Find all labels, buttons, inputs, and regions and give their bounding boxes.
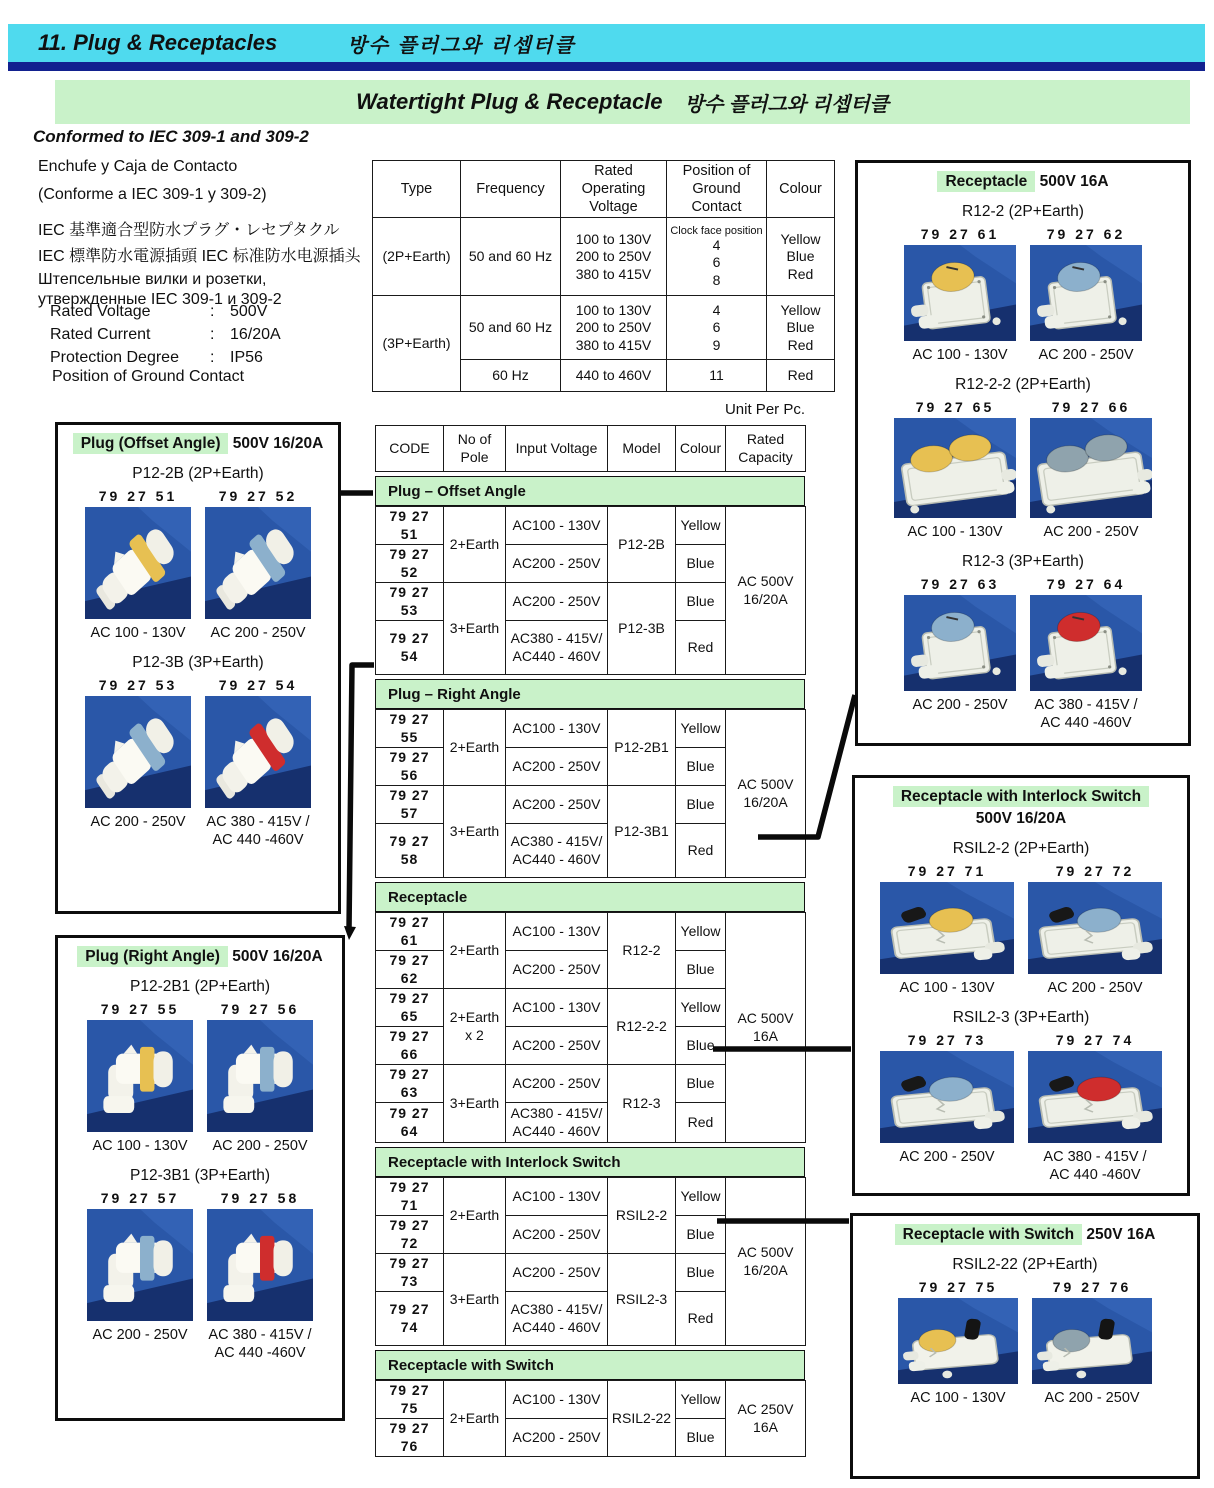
voltage-cell: AC200 - 250V [506, 1216, 608, 1254]
model-heading: RSIL2-3 (3P+Earth) [952, 1009, 1090, 1027]
code-cell: 79 27 58 [376, 824, 444, 878]
code-cell: 79 27 73 [376, 1254, 444, 1292]
connector-right-angle [349, 665, 374, 930]
switchbox-photo [1032, 1298, 1152, 1384]
spec-cell: 60 Hz [461, 360, 561, 392]
voltage-cell: AC200 - 250V [506, 583, 608, 621]
box-title: Plug (Offset Angle) 500V 16/20A [73, 435, 324, 453]
spec-cell: (2P+Earth) [373, 218, 461, 296]
spec-label: Protection Degree [50, 349, 179, 366]
recep-photo [904, 595, 1016, 691]
column-header: Rated Operating Voltage [561, 161, 667, 218]
product-code: 79 27 75 [918, 1279, 998, 1295]
product-code: 79 27 57 [100, 1190, 180, 1207]
voltage-cell: AC200 - 250V [506, 1419, 608, 1457]
model-heading: RSIL2-22 (2P+Earth) [952, 1256, 1098, 1273]
column-header: Rated Capacity [726, 426, 806, 472]
product-caption: AC 380 - 415V / AC 440 -460V [208, 1327, 312, 1362]
product-photo [1028, 882, 1162, 974]
spec-cell: Yellow Blue Red [767, 296, 835, 360]
product-item [1028, 863, 1162, 997]
code-cell: 79 27 62 [376, 951, 444, 989]
product-item [904, 226, 1016, 364]
model-heading: P12-3B (3P+Earth) [132, 654, 264, 672]
intro-line: IEC 基準適合型防水プラグ・レセプタクル [38, 222, 340, 239]
colour-cell: Blue [676, 748, 726, 786]
code-cell: 79 27 56 [376, 748, 444, 786]
product-code: 79 27 66 [1051, 399, 1131, 416]
voltage-cell: AC200 - 250V [506, 786, 608, 824]
colour-cell: Yellow [676, 710, 726, 748]
column-header: Colour [767, 161, 835, 218]
multilingual-intro [38, 158, 361, 309]
spec-cell: 100 to 130V 200 to 250V 380 to 415V [561, 296, 667, 360]
product-item [904, 576, 1016, 714]
product-photo [205, 696, 311, 808]
product-caption: AC 100 - 130V [899, 980, 995, 996]
code-cell: 79 27 66 [376, 1027, 444, 1065]
product-item [880, 863, 1014, 997]
product-code: 79 27 54 [218, 677, 298, 694]
model-heading: R12-2-2 (2P+Earth) [955, 376, 1091, 394]
box-title: Receptacle with Switch 250V 16A [895, 1226, 1156, 1244]
spec-cell: 50 and 60 Hz [461, 218, 561, 296]
box-title: Plug (Right Angle) 500V 16/20A [77, 948, 322, 966]
colour-cell: Red [676, 1103, 726, 1143]
code-cell: 79 27 55 [376, 710, 444, 748]
product-caption: AC 200 - 250V [899, 1149, 995, 1166]
colour-cell: Yellow [676, 1178, 726, 1216]
voltage-cell: AC200 - 250V [506, 1065, 608, 1103]
spec-cell: 4 6 9 [667, 296, 767, 360]
pole-cell: 3+Earth [444, 1254, 506, 1346]
voltage-cell: AC200 - 250V [506, 951, 608, 989]
model-group [894, 376, 1152, 541]
code-cell: 79 27 63 [376, 1065, 444, 1103]
product-code: 79 27 56 [220, 1001, 300, 1017]
page-header-band [8, 24, 1205, 62]
product-caption: AC 380 - 415V / AC 440 -460V [206, 814, 310, 849]
spec-row: Protection Degree : IP56 [50, 349, 263, 366]
page-title: 11. Plug & Receptacles [38, 30, 278, 55]
model-cell: R12-2-2 [608, 989, 676, 1065]
product-item [1030, 576, 1142, 732]
colour-cell: Blue [676, 1254, 726, 1292]
product-photo [894, 418, 1016, 518]
model-heading: R12-3 (3P+Earth) [962, 553, 1084, 571]
interlock-photo [1028, 882, 1162, 974]
product-photo [87, 1209, 193, 1321]
model-heading: P12-3B1 (3P+Earth) [129, 1167, 270, 1185]
product-code: 79 27 63 [920, 576, 1000, 593]
colour-cell: Blue [676, 583, 726, 621]
code-cell: 79 27 53 [376, 583, 444, 621]
model-cell: R12-2 [608, 913, 676, 989]
page-title-korean: 방수 플러그와 리셉터클 [347, 34, 576, 57]
plug-right-photo [87, 1020, 193, 1132]
code-cell: 79 27 51 [376, 507, 444, 545]
model-heading: RSIL2-2 (2P+Earth) [952, 840, 1090, 857]
product-item [1028, 1032, 1162, 1184]
model-group [880, 840, 1162, 997]
model-group [87, 978, 313, 1155]
product-photo [85, 696, 191, 808]
product-item [205, 488, 311, 642]
model-group [87, 1167, 313, 1362]
product-code: 79 27 58 [220, 1190, 300, 1207]
spec-value: IP56 [230, 349, 263, 366]
plug-right-photo [207, 1020, 313, 1132]
voltage-cell: AC200 - 250V [506, 545, 608, 583]
product-photo [898, 1298, 1018, 1384]
code-cell: 79 27 52 [376, 545, 444, 583]
parts-table-header-row [375, 425, 806, 472]
colour-cell: Blue [676, 786, 726, 824]
spec-label: Rated Voltage [50, 303, 151, 320]
product-photo [880, 1051, 1014, 1143]
product-code: 79 27 72 [1055, 863, 1135, 879]
column-header: No of Pole [444, 426, 506, 472]
rated-capacity-cell: AC 250V 16A [726, 1381, 806, 1457]
spec-cell: 440 to 460V [561, 360, 667, 392]
recep-photo [904, 245, 1016, 341]
intro-line: IEC 標準防水電源插頭 IEC 标准防水电源插头 [38, 248, 361, 265]
recep-dual-photo [894, 418, 1016, 518]
colour-cell: Yellow [676, 989, 726, 1027]
product-caption: AC 100 - 130V [907, 524, 1003, 541]
code-cell: 79 27 76 [376, 1419, 444, 1457]
colour-cell: Blue [676, 951, 726, 989]
product-item [207, 1190, 313, 1362]
interlock-photo [880, 1051, 1014, 1143]
product-item [207, 1001, 313, 1155]
product-photo [880, 882, 1014, 974]
model-group [85, 465, 311, 642]
model-group [898, 1256, 1152, 1407]
plug-offset-box [55, 422, 341, 914]
spec-cell: Yellow Blue Red [767, 218, 835, 296]
model-cell: RSIL2-3 [608, 1254, 676, 1346]
spec-cell: 50 and 60 Hz [461, 296, 561, 360]
colour-cell: Blue [676, 545, 726, 583]
product-caption: AC 100 - 130V [92, 1138, 188, 1154]
model-cell: RSIL2-22 [608, 1381, 676, 1457]
table-row [376, 1178, 806, 1216]
box-rating: 500V 16/20A [975, 810, 1067, 827]
product-caption: AC 200 - 250V [212, 1138, 308, 1154]
unit-note: Unit Per Pc. [724, 401, 805, 418]
pole-cell: 2+Earth [444, 913, 506, 989]
voltage-colour-spec-table [372, 160, 835, 392]
spec-cell: 100 to 130V 200 to 250V 380 to 415V [561, 218, 667, 296]
product-caption: AC 100 - 130V [90, 625, 186, 641]
model-group [904, 203, 1142, 364]
spec-row: Rated Voltage : 500V [50, 303, 268, 320]
product-item [898, 1279, 1018, 1407]
switch-box [850, 1213, 1200, 1479]
column-header: Position of Ground Contact [667, 161, 767, 218]
product-photo [1030, 595, 1142, 691]
voltage-cell: AC380 - 415V/ AC440 - 460V [506, 621, 608, 675]
product-caption: AC 200 - 250V [210, 625, 306, 641]
spec-value: 500V [230, 303, 268, 320]
product-code: 79 27 65 [915, 399, 995, 416]
spec-label: Rated Current [50, 326, 151, 343]
code-cell: 79 27 75 [376, 1381, 444, 1419]
table-row [376, 507, 806, 545]
product-code: 79 27 53 [98, 677, 178, 694]
product-item [894, 399, 1016, 541]
product-photo [207, 1209, 313, 1321]
recep-photo [1030, 245, 1142, 341]
pole-cell: 2+Earth [444, 507, 506, 583]
code-cell: 79 27 71 [376, 1178, 444, 1216]
product-caption: AC 200 - 250V [1043, 524, 1139, 541]
product-caption: AC 380 - 415V / AC 440 -460V [1034, 697, 1138, 732]
colour-cell: Blue [676, 1216, 726, 1254]
product-code: 79 27 73 [907, 1032, 987, 1049]
product-code: 79 27 52 [218, 488, 298, 504]
product-code: 79 27 51 [98, 488, 178, 504]
plug-right-photo [207, 1209, 313, 1321]
box-title: Receptacle with Interlock Switch [893, 788, 1149, 806]
product-caption: AC 200 - 250V [90, 814, 186, 831]
voltage-cell: AC100 - 130V [506, 989, 608, 1027]
model-cell: P12-3B1 [608, 786, 676, 878]
spec-value: 16/20A [230, 326, 281, 343]
interlock-box [852, 775, 1190, 1196]
product-item [85, 677, 191, 831]
conformance-note: Conformed to IEC 309-1 and 309-2 [33, 127, 309, 146]
product-caption: AC 200 - 250V [92, 1327, 188, 1344]
rated-capacity-cell: AC 500V 16/20A [726, 507, 806, 675]
product-caption: AC 100 - 130V [910, 1390, 1006, 1406]
code-cell: 79 27 72 [376, 1216, 444, 1254]
pole-cell: 2+Earth [444, 710, 506, 786]
colour-cell: Red [676, 621, 726, 675]
model-heading: R12-2 (2P+Earth) [962, 203, 1084, 220]
code-cell: 79 27 74 [376, 1292, 444, 1346]
voltage-cell: AC100 - 130V [506, 710, 608, 748]
section-bar: Plug – Right Angle [375, 679, 805, 709]
product-photo [1030, 418, 1152, 518]
product-photo [1028, 1051, 1162, 1143]
ratings-spec-list [50, 303, 281, 372]
column-header: Type [373, 161, 461, 218]
spec-cell: Red [767, 360, 835, 392]
product-photo [207, 1020, 313, 1132]
column-header: Frequency [461, 161, 561, 218]
product-code: 79 27 62 [1046, 226, 1126, 242]
table-row [376, 1381, 806, 1419]
product-photo [1030, 245, 1142, 341]
pole-cell: 3+Earth [444, 1065, 506, 1143]
voltage-cell: AC380 - 415V/ AC440 - 460V [506, 1292, 608, 1346]
product-item [1030, 226, 1142, 364]
product-item [205, 677, 311, 849]
code-cell: 79 27 61 [376, 913, 444, 951]
code-cell: 79 27 65 [376, 989, 444, 1027]
product-photo [904, 595, 1016, 691]
banner-title: Watertight Plug & Receptacle [356, 89, 663, 114]
product-code: 79 27 55 [100, 1001, 180, 1017]
section-table [375, 1380, 806, 1457]
voltage-cell: AC200 - 250V [506, 1027, 608, 1065]
column-header: Colour [676, 426, 726, 472]
product-photo [205, 507, 311, 619]
column-header: Model [608, 426, 676, 472]
model-heading: P12-2B1 (2P+Earth) [129, 978, 270, 995]
plug-offset-photo [205, 696, 311, 808]
intro-line: Enchufe y Caja de Contacto [38, 158, 238, 175]
table-row [376, 913, 806, 951]
section-bar: Receptacle with Interlock Switch [375, 1147, 805, 1177]
intro-line: утвержденные IEC 309-1 и 309-2 [38, 291, 282, 308]
product-item [880, 1032, 1014, 1166]
banner-title-korean: 방수 플러그와 리셉터클 [684, 93, 889, 116]
pole-cell: 3+Earth [444, 786, 506, 878]
product-caption: AC 200 - 250V [1044, 1390, 1140, 1406]
model-heading: P12-2B (2P+Earth) [132, 465, 264, 482]
plug-offset-photo [85, 507, 191, 619]
product-photo [87, 1020, 193, 1132]
code-cell: 79 27 64 [376, 1103, 444, 1143]
voltage-cell: AC200 - 250V [506, 748, 608, 786]
model-cell: RSIL2-2 [608, 1178, 676, 1254]
pole-cell: 2+Earth [444, 1178, 506, 1254]
product-code: 79 27 61 [920, 226, 1000, 242]
product-code: 79 27 76 [1052, 1279, 1132, 1295]
section-table [375, 912, 806, 1143]
model-group [880, 1009, 1162, 1184]
colour-cell: Red [676, 824, 726, 878]
clock-face-note: Clock face position [670, 224, 763, 237]
colour-cell: Red [676, 1292, 726, 1346]
recep-dual-photo [1030, 418, 1152, 518]
section-table [375, 709, 806, 878]
product-photo [1032, 1298, 1152, 1384]
pole-cell: 2+Earth [444, 1381, 506, 1457]
switchbox-photo [898, 1298, 1018, 1384]
product-item [1032, 1279, 1152, 1407]
product-item [87, 1001, 193, 1155]
product-caption: AC 380 - 415V / AC 440 -460V [1043, 1149, 1147, 1184]
product-code: 79 27 74 [1055, 1032, 1135, 1049]
intro-line: Штепсельные вилки и розетки, [38, 271, 267, 288]
voltage-cell: AC100 - 130V [506, 507, 608, 545]
section-table [375, 1177, 806, 1346]
rated-capacity-cell: AC 500V 16A [726, 913, 806, 1143]
colour-cell: Blue [676, 1027, 726, 1065]
product-caption: AC 100 - 130V [912, 347, 1008, 363]
spec-cell: Clock face position 4 6 8 [667, 218, 767, 296]
interlock-photo [880, 882, 1014, 974]
code-cell: 79 27 54 [376, 621, 444, 675]
voltage-cell: AC200 - 250V [506, 1254, 608, 1292]
product-code: 79 27 64 [1046, 576, 1126, 593]
model-group [904, 553, 1142, 732]
spec-row: Rated Current : 16/20A [50, 326, 281, 343]
product-caption: AC 200 - 250V [1038, 347, 1134, 363]
colour-cell: Blue [676, 1419, 726, 1457]
product-caption: AC 200 - 250V [912, 697, 1008, 714]
rated-capacity-cell: AC 500V 16/20A [726, 710, 806, 878]
plug-right-photo [87, 1209, 193, 1321]
voltage-cell: AC380 - 415V/ AC440 - 460V [506, 1103, 608, 1143]
header-rule [8, 62, 1205, 71]
model-group [85, 654, 311, 849]
connector-arrowhead [344, 926, 356, 940]
voltage-cell: AC380 - 415V/ AC440 - 460V [506, 824, 608, 878]
model-cell: P12-2B1 [608, 710, 676, 786]
column-header: Input Voltage [506, 426, 608, 472]
voltage-cell: AC100 - 130V [506, 1178, 608, 1216]
colour-cell: Yellow [676, 507, 726, 545]
ground-contact-note: Position of Ground Contact [52, 368, 245, 385]
product-photo [904, 245, 1016, 341]
product-code: 79 27 71 [907, 863, 987, 879]
rated-capacity-cell: AC 500V 16/20A [726, 1178, 806, 1346]
colour-cell: Yellow [676, 913, 726, 951]
parts-ordering-table [375, 425, 805, 1457]
product-caption: AC 200 - 250V [1047, 980, 1143, 996]
table-row [376, 710, 806, 748]
section-table [375, 506, 806, 675]
plug-offset-photo [85, 696, 191, 808]
intro-line: (Conforme a IEC 309-1 y 309-2) [38, 186, 267, 203]
recep-photo [1030, 595, 1142, 691]
section-banner [55, 80, 1190, 124]
spec-cell: 11 [667, 360, 767, 392]
product-item [87, 1190, 193, 1344]
model-cell: P12-3B [608, 583, 676, 675]
section-bar: Receptacle with Switch [375, 1350, 805, 1380]
plug-offset-photo [205, 507, 311, 619]
pole-cell: 3+Earth [444, 583, 506, 675]
voltage-cell: AC100 - 130V [506, 1381, 608, 1419]
voltage-cell: AC100 - 130V [506, 913, 608, 951]
product-item [1030, 399, 1152, 541]
pole-cell: 2+Earth x 2 [444, 989, 506, 1065]
model-cell: R12-3 [608, 1065, 676, 1143]
box-title: Receptacle 500V 16A [937, 173, 1108, 191]
colour-cell: Blue [676, 1065, 726, 1103]
section-bar: Receptacle [375, 882, 805, 912]
plug-right-box [55, 935, 345, 1421]
product-item [85, 488, 191, 642]
receptacle-box [855, 160, 1191, 746]
interlock-photo [1028, 1051, 1162, 1143]
colour-cell: Yellow [676, 1381, 726, 1419]
code-cell: 79 27 57 [376, 786, 444, 824]
column-header: CODE [376, 426, 444, 472]
spec-cell: (3P+Earth) [373, 296, 461, 392]
section-bar: Plug – Offset Angle [375, 476, 805, 506]
product-photo [85, 507, 191, 619]
model-cell: P12-2B [608, 507, 676, 583]
